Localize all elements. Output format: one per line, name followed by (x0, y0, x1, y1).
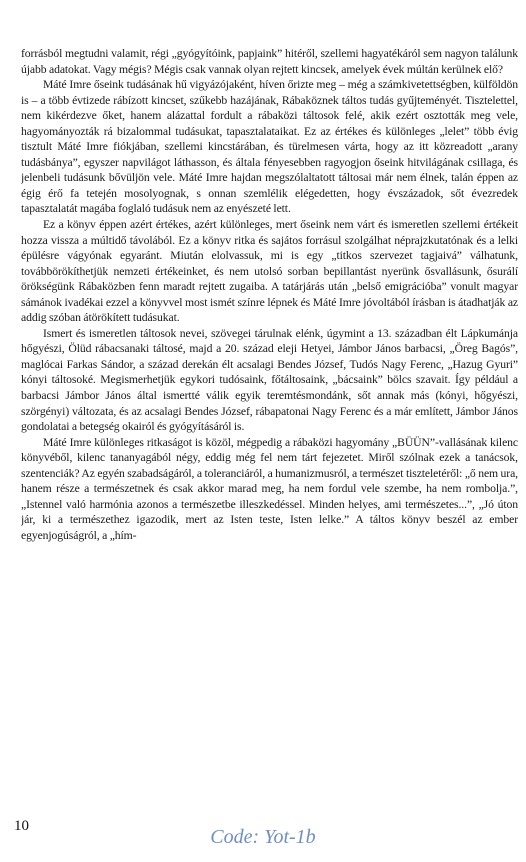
paragraph-1: forrásból megtudni valamit, régi „gyógyítóink, papjaink” hitéről, szellemi hagyatékáról sem nagyon találunk újabb adatokat. Vagy mégis? Mégis csak vannak olyan rejtett kincsek, amelyek évek múltán kerülnek elő? (21, 47, 518, 76)
paragraph-4: Ismert és ismeretlen táltosok nevei, szövegei tárulnak elénk, úgymint a 13. században élt Lápkumánja hőgyészi, Ölüd rábacsanaki táltosé, majd a 20. század eleji Hetyei, Jámbor János barbacsi, „Öreg Bagós”, maglócai Farkas Sándor, a század derekán élt acsalagi Bendes József, Tudós Nagy Ferenc, „Hazug Gyuri” kónyi táltosoké. Megismerhetjük egykori tudósaink, főtáltosaink, „bácsaink” bölcs szavait. Így például a barbacsi Jámbor János által ismertté válik egyik teremtésmondánk, sőt annak más (kónyi, hőgyészi, szörgényi) változata, és az acsalagi Bendes József, rábapatonai Nagy Ferenc és a már említett, Jámbor János gondolatai a betegség okairól és gyógyításáról is. (21, 326, 518, 434)
code-label: Code: Yot-1b (210, 826, 316, 848)
page-number: 10 (14, 818, 29, 834)
page-text-block (21, 46, 518, 786)
paragraph-2: Máté Imre őseink tudásának hű vigyázójaként, híven őrizte meg – még a számkivetettségben, külföldön is – a több évtizede rábízott kincset, szűkebb hazájának, Rábaköznek táltos tudás gyűjteményét. Tisztelettel, nem kikérdezve őket, hanem alázattal fordult a rábaközi táltosok felé, akik ezért osztották meg vele, hagyományozták rá bizalommal tudásukat, tapasztalataikat. Ez az értékes és különleges „lelet” több évig tisztult Máté Imre fiókjában, szellemi kincstárában, és türelmesen várta, hogy az itt közreadott „arany tudásbánya”, egyszer napvilágot láthasson, és általa fényesebben ragyogjon őseink hitvilágának csillaga, és jelenbeli tudásunk bővüljön vele. Máté Imre hajdan megszólaltatott táltosai már nem élnek, talán éppen az égig érő fa tetején mosolyognak, s onnan szemlélik elégedetten, hogy évszázadok, sőt évezredek tapasztalatát magába foglaló tudásuk nem az enyészeté lett. (21, 78, 518, 216)
paragraph-5: Máté Imre különleges ritkaságot is közöl, mégpedig a rábaközi hagyomány „BÜÜN”-vallásának kilenc könyvéből, kilenc tananyagából négy, eddig még fel nem tárt fejezetet. Miről szólnak ezek a tanácsok, szentenciák? Az egyén szabadságáról, a toleranciáról, a humanizmusról, a természet tiszteletéről: „ő nem ura, hanem része a természetnek és csak akkor marad meg, ha nem fordul vele szembe, ha nem rombolja.”, „Istennel való harmónia azonos a természetbe illeszkedéssel. Minden helyes, ami természetes...”, „Jó úton jár, ki a természethez igazodik, mert az Isten teste, Isten lelke.” A táltos könyv beszél az ember egyenjogúságról, a „hím- (21, 435, 518, 542)
paragraph-3: Ez a könyv éppen azért értékes, azért különleges, mert őseink nem várt és ismeretlen szellemi értékeit hozza vissza a múltidő távolából. Ez a könyv ritka és sajátos forrásul szolgálhat néprajzkutatónak és a lelki épülésre vágyónak egyaránt. Miután elolvassuk, mi is egy „titkos szervezet tagjaivá” válhatunk, továbbörökíthetjük nemzeti értékeinket, és nem utolsó sorban bepillantást nyerünk ősvallásunk, ősurálí örökségünk Rábaközben fenn maradt rejtett zugaiba. A tatárjárás után „belső emigrációba” vonult magyar sámánok ivadékai ezzel a könyvvel most ismét színre lépnek és Máté Imre jóvoltából írásban is átadhatják az addig szóban átörökített tudásukat. (21, 218, 518, 325)
